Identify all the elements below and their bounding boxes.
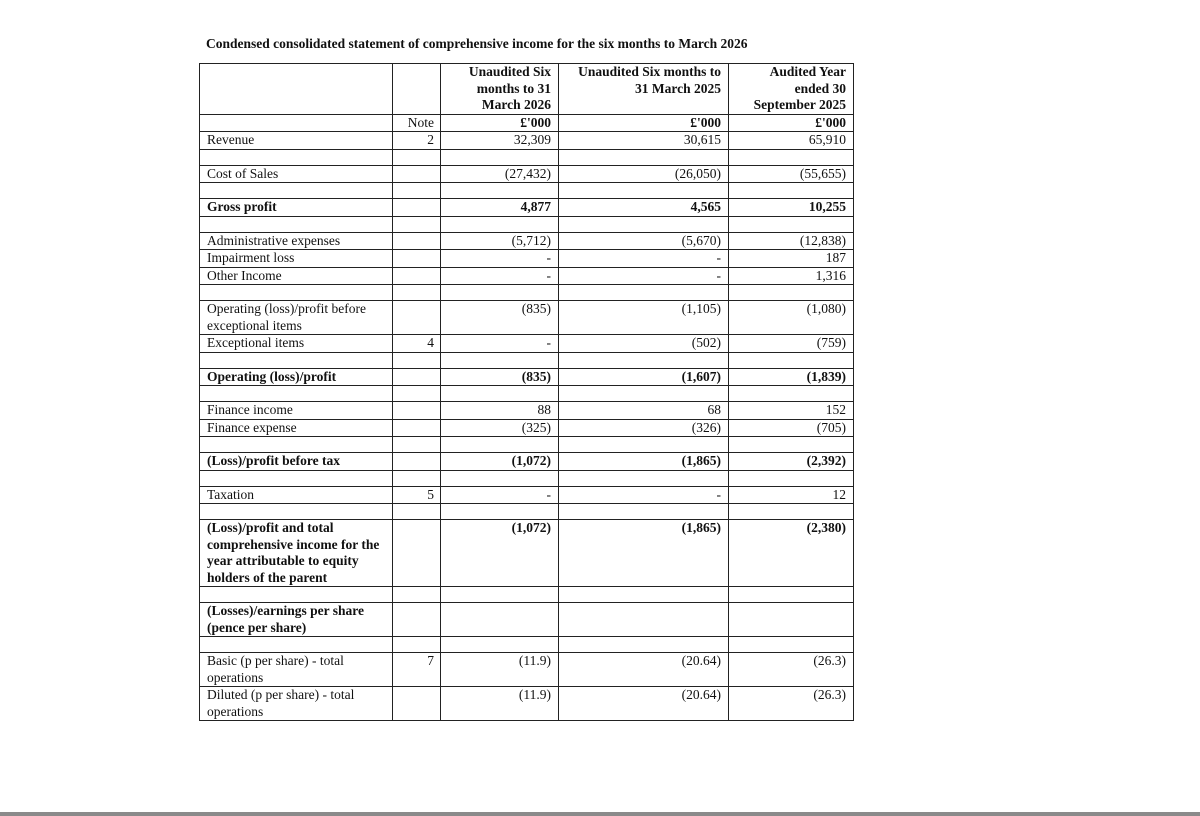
row-diluted-eps [200, 687, 854, 721]
spacer-row [200, 637, 854, 653]
header-period-1: Unaudited Six months to 31 March 2026 [441, 64, 559, 115]
row-label: Operating (loss)/profit before exceptional items [200, 301, 393, 335]
value-fy2025: 1,316 [729, 267, 854, 285]
value-2025: - [559, 267, 729, 285]
value-2025: 30,615 [559, 132, 729, 150]
spacer-row [200, 504, 854, 520]
row-note: 2 [393, 132, 441, 150]
value-2026: - [441, 335, 559, 353]
spacer-row [200, 352, 854, 368]
value-2026: (1,072) [441, 520, 559, 587]
row-finance-income [200, 402, 854, 420]
value-fy2025: (1,839) [729, 368, 854, 386]
value-2025: (1,105) [559, 301, 729, 335]
value-2026: 32,309 [441, 132, 559, 150]
row-label: Other Income [200, 267, 393, 285]
row-exceptional-items [200, 335, 854, 353]
row-label: Exceptional items [200, 335, 393, 353]
row-note: 5 [393, 486, 441, 504]
unit-label-cell [200, 114, 393, 132]
unit-row [200, 114, 854, 132]
row-note [393, 419, 441, 437]
row-label: Finance expense [200, 419, 393, 437]
row-other-income [200, 267, 854, 285]
value-fy2025: 10,255 [729, 199, 854, 217]
row-loss-before-tax [200, 453, 854, 471]
value-2025: (1,607) [559, 368, 729, 386]
row-basic-eps [200, 653, 854, 687]
value-2026: (835) [441, 301, 559, 335]
row-label: Impairment loss [200, 250, 393, 268]
row-label: Revenue [200, 132, 393, 150]
value-2026: (11.9) [441, 687, 559, 721]
value-fy2025: (26.3) [729, 653, 854, 687]
value-2026: - [441, 486, 559, 504]
value-2025: (5,670) [559, 232, 729, 250]
value-2026 [441, 603, 559, 637]
row-label: Basic (p per share) - total operations [200, 653, 393, 687]
value-fy2025: (759) [729, 335, 854, 353]
spacer-row [200, 437, 854, 453]
spacer-row [200, 587, 854, 603]
value-fy2025: 187 [729, 250, 854, 268]
spacer-row [200, 216, 854, 232]
row-note [393, 402, 441, 420]
value-fy2025 [729, 603, 854, 637]
value-fy2025: (2,392) [729, 453, 854, 471]
header-period-2: Unaudited Six months to 31 March 2025 [559, 64, 729, 115]
value-2025: (1,865) [559, 520, 729, 587]
value-2026: (11.9) [441, 653, 559, 687]
row-operating-profit [200, 368, 854, 386]
row-label: Diluted (p per share) - total operations [200, 687, 393, 721]
spacer-row [200, 149, 854, 165]
row-operating-before-exceptional [200, 301, 854, 335]
row-label: Administrative expenses [200, 232, 393, 250]
value-fy2025: 65,910 [729, 132, 854, 150]
value-2026: - [441, 267, 559, 285]
row-note [393, 453, 441, 471]
spacer-row [200, 386, 854, 402]
value-2025: 68 [559, 402, 729, 420]
row-note [393, 165, 441, 183]
row-note [393, 250, 441, 268]
value-2026: 88 [441, 402, 559, 420]
row-label: (Loss)/profit before tax [200, 453, 393, 471]
header-note-cell [393, 64, 441, 115]
row-note [393, 368, 441, 386]
unit-period-2: £'000 [559, 114, 729, 132]
row-cost-of-sales [200, 165, 854, 183]
value-fy2025: (1,080) [729, 301, 854, 335]
row-note [393, 199, 441, 217]
row-note [393, 687, 441, 721]
value-2025: (20.64) [559, 687, 729, 721]
row-note [393, 267, 441, 285]
row-label: Operating (loss)/profit [200, 368, 393, 386]
row-eps-heading [200, 603, 854, 637]
row-label: Cost of Sales [200, 165, 393, 183]
value-fy2025: (55,655) [729, 165, 854, 183]
row-gross-profit [200, 199, 854, 217]
row-note [393, 520, 441, 587]
value-2025: 4,565 [559, 199, 729, 217]
value-2026: 4,877 [441, 199, 559, 217]
row-note [393, 603, 441, 637]
document-title: Condensed consolidated statement of comprehensive income for the six months to March 2026 [206, 36, 748, 51]
unit-period-3: £'000 [729, 114, 854, 132]
value-fy2025: 12 [729, 486, 854, 504]
spacer-row [200, 183, 854, 199]
row-label: (Losses)/earnings per share (pence per share) [200, 603, 393, 637]
value-fy2025: (26.3) [729, 687, 854, 721]
value-2026: (835) [441, 368, 559, 386]
row-note [393, 232, 441, 250]
row-impairment-loss [200, 250, 854, 268]
value-fy2025: (12,838) [729, 232, 854, 250]
income-statement-table [199, 63, 854, 721]
note-column-header: Note [393, 114, 441, 132]
row-total-comprehensive-income [200, 520, 854, 587]
value-2026: - [441, 250, 559, 268]
value-2025: - [559, 486, 729, 504]
value-2025: (26,050) [559, 165, 729, 183]
value-fy2025: 152 [729, 402, 854, 420]
row-label: Taxation [200, 486, 393, 504]
row-revenue [200, 132, 854, 150]
header-period-3: Audited Year ended 30 September 2025 [729, 64, 854, 115]
value-2025: (20.64) [559, 653, 729, 687]
unit-period-1: £'000 [441, 114, 559, 132]
value-2026: (325) [441, 419, 559, 437]
value-2025: (1,865) [559, 453, 729, 471]
row-label: Finance income [200, 402, 393, 420]
spacer-row [200, 470, 854, 486]
row-label: (Loss)/profit and total comprehensive income for the year attributable to equity holders of the parent [200, 520, 393, 587]
page-bottom-divider [0, 812, 1200, 816]
header-row [200, 64, 854, 115]
value-2026: (1,072) [441, 453, 559, 471]
row-label: Gross profit [200, 199, 393, 217]
value-fy2025: (2,380) [729, 520, 854, 587]
header-label-cell [200, 64, 393, 115]
row-taxation [200, 486, 854, 504]
row-note: 7 [393, 653, 441, 687]
value-fy2025: (705) [729, 419, 854, 437]
row-note [393, 301, 441, 335]
value-2025: - [559, 250, 729, 268]
value-2026: (5,712) [441, 232, 559, 250]
value-2025: (326) [559, 419, 729, 437]
spacer-row [200, 285, 854, 301]
value-2025: (502) [559, 335, 729, 353]
row-administrative-expenses [200, 232, 854, 250]
row-finance-expense [200, 419, 854, 437]
value-2026: (27,432) [441, 165, 559, 183]
row-note: 4 [393, 335, 441, 353]
value-2025 [559, 603, 729, 637]
